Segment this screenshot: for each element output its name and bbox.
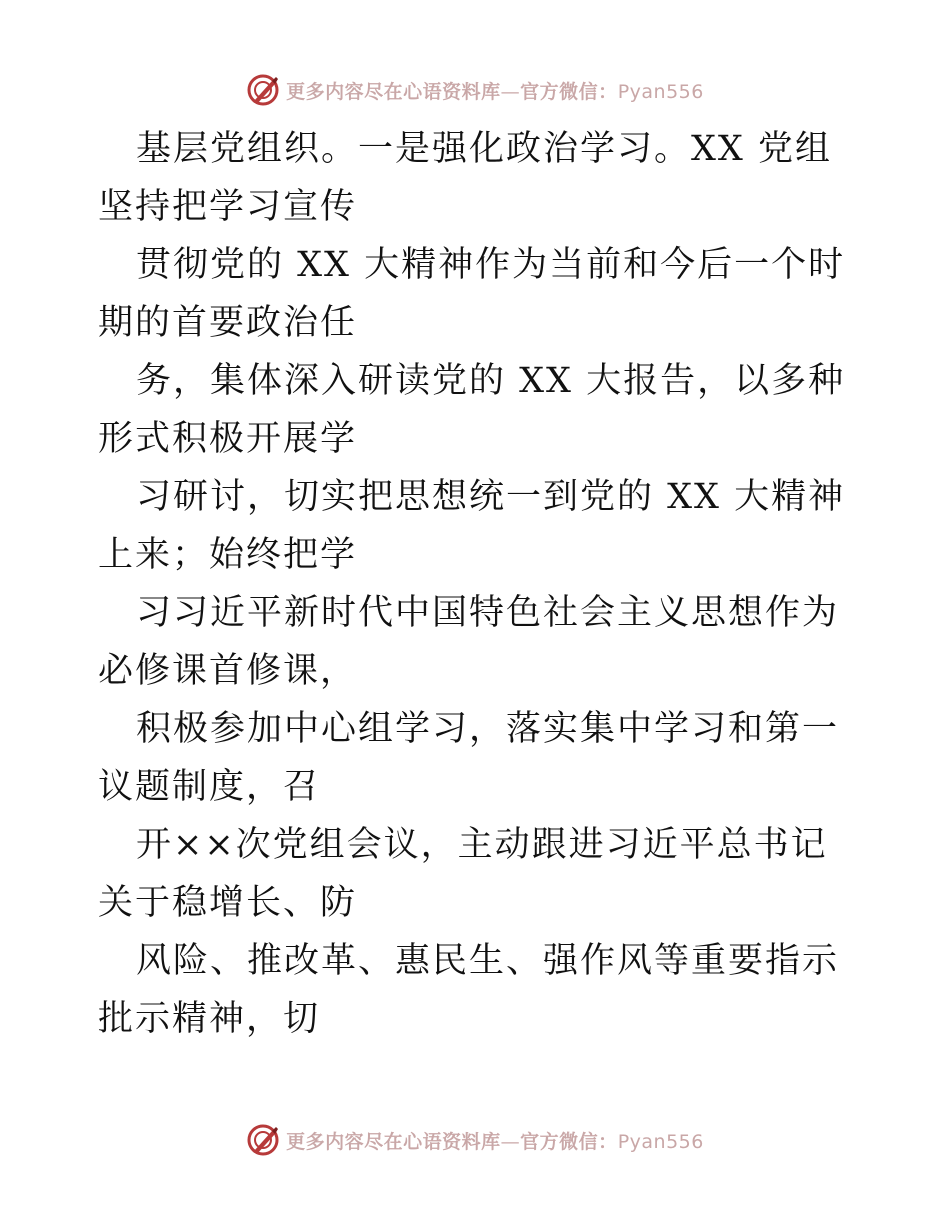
footer-banner-text — [286, 1127, 704, 1154]
footer-banner-sep: — — [500, 1130, 521, 1153]
paragraph: 积极参加中心组学习，落实集中学习和第一议题制度，召 — [98, 709, 840, 807]
footer-banner-wechat-label: 官方微信： — [520, 1130, 618, 1153]
footer-banner-main: 更多内容尽在心语资料库 — [286, 1130, 501, 1153]
document-body — [98, 120, 858, 1048]
footer-banner-wechat-id: Pyan556 — [617, 1130, 704, 1153]
header-banner-text — [286, 77, 704, 104]
paragraph: 习习近平新时代中国特色社会主义思想作为必修课首修课， — [98, 593, 840, 691]
pen-logo-icon — [246, 1123, 280, 1157]
header-banner-sep: — — [500, 80, 521, 103]
paragraph: 风险、推改革、惠民生、强作风等重要指示批示精神，切 — [98, 941, 840, 1039]
paragraph: 贯彻党的 XX 大精神作为当前和今后一个时期的首要政治任 — [98, 245, 846, 343]
footer-banner — [0, 1120, 950, 1160]
paragraph: 务，集体深入研读党的 XX 大报告，以多种形式积极开展学 — [98, 361, 846, 459]
paragraph: 基层党组织。一是强化政治学习。XX 党组坚持把学习宣传 — [98, 129, 832, 227]
header-banner-wechat-label: 官方微信： — [520, 80, 618, 103]
header-banner — [0, 70, 950, 110]
header-banner-main: 更多内容尽在心语资料库 — [286, 80, 501, 103]
pen-logo-icon — [246, 73, 280, 107]
paragraph: 开××次党组会议，主动跟进习近平总书记关于稳增长、防 — [98, 825, 828, 923]
paragraph: 习研讨，切实把思想统一到党的 XX 大精神上来；始终把学 — [98, 477, 846, 575]
header-banner-wechat-id: Pyan556 — [617, 80, 704, 103]
